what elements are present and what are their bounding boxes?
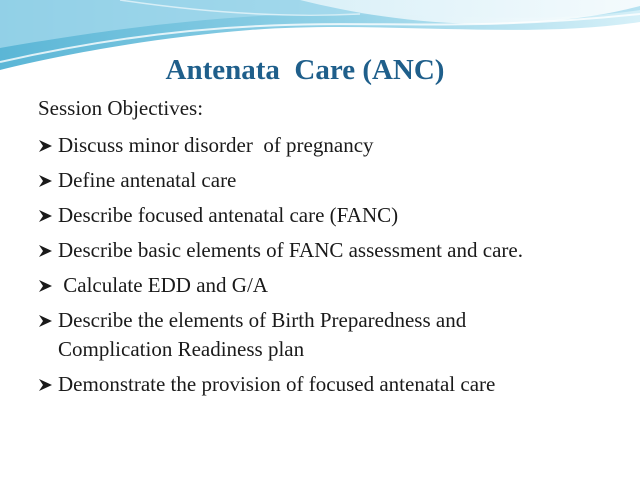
objective-item: [38, 306, 628, 364]
slide-title: Antenata Care (ANC): [165, 54, 445, 86]
objective-item: [38, 131, 628, 160]
objective-text: Describe focused antenatal care (FANC): [58, 203, 399, 227]
arrow-check-bullet-icon: [38, 131, 58, 160]
objective-item: [38, 166, 628, 195]
objectives-list: [38, 131, 628, 405]
arrow-check-bullet-icon: [38, 271, 58, 300]
objective-text: Describe basic elements of FANC assessment and care.: [58, 238, 523, 262]
objective-item: [38, 370, 628, 399]
objective-text: Define antenatal care: [58, 168, 237, 192]
arrow-check-bullet-icon: [38, 166, 58, 195]
arrow-check-bullet-icon: [38, 306, 58, 335]
arrow-check-bullet-icon: [38, 201, 58, 230]
objective-item: [38, 271, 628, 300]
session-objectives-heading: Session Objectives:: [38, 96, 204, 120]
objective-text: Discuss minor disorder of pregnancy: [58, 133, 374, 157]
objective-text: Calculate EDD and G/A: [58, 273, 268, 297]
arrow-check-bullet-icon: [38, 236, 58, 265]
arrow-check-bullet-icon: [38, 370, 58, 399]
objective-text: Describe the elements of Birth Preparedness and Complication Readiness plan: [58, 308, 467, 361]
objective-item: [38, 236, 628, 265]
objective-text: Demonstrate the provision of focused antenatal care: [58, 372, 496, 396]
objective-item: [38, 201, 628, 230]
